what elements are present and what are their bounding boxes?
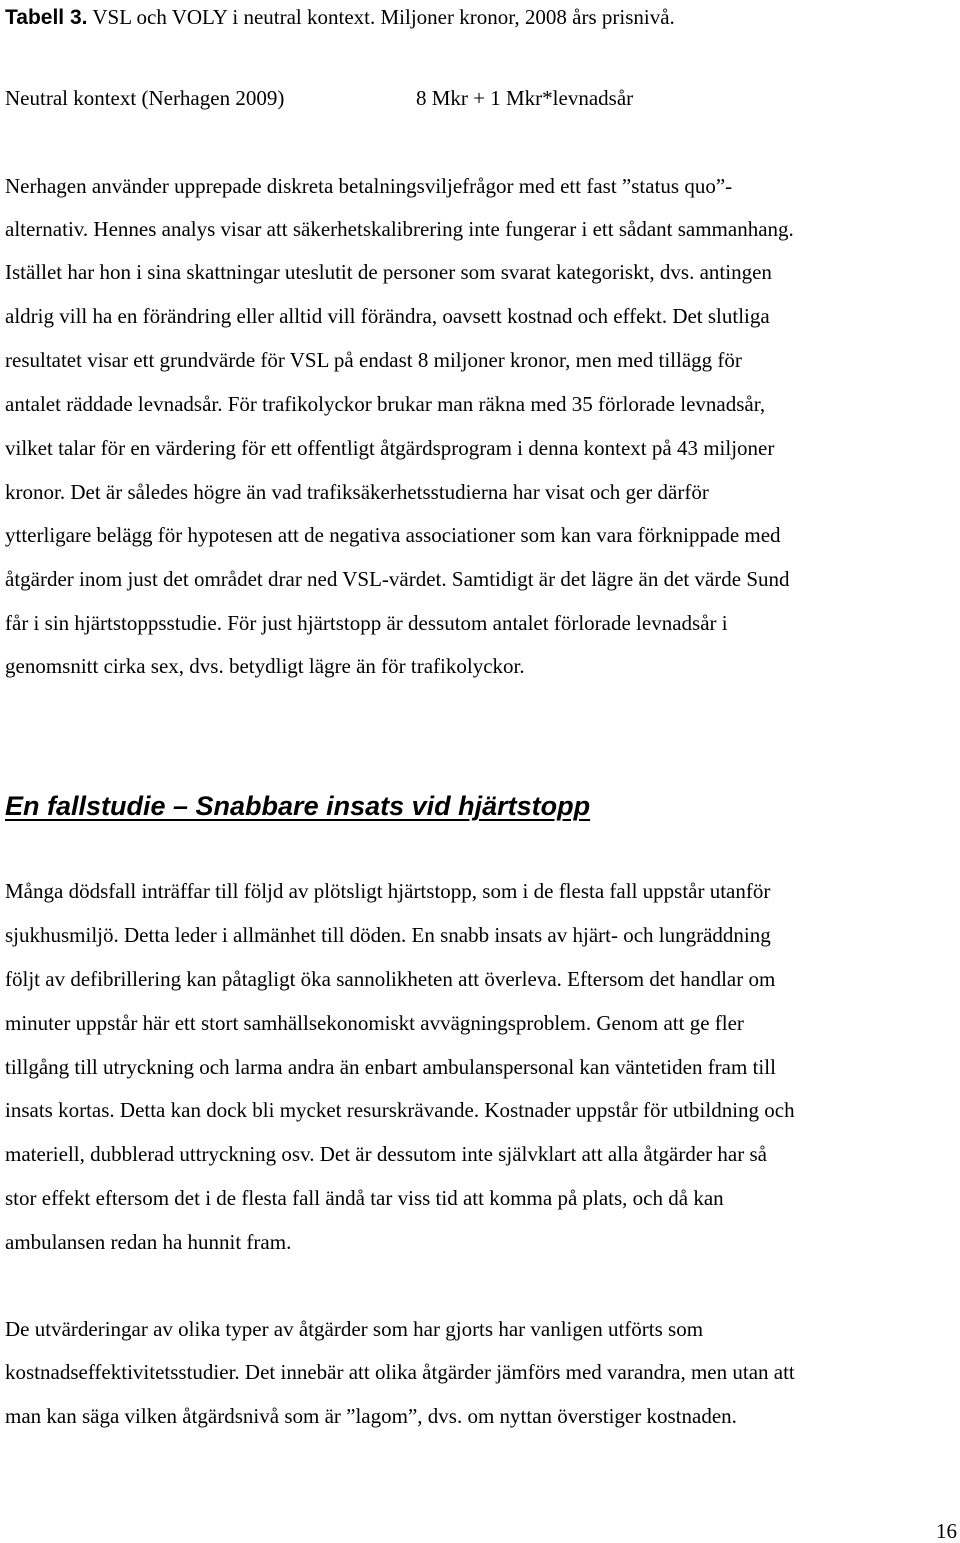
paragraph-line: genomsnitt cirka sex, dvs. betydligt lägre än för trafikolyckor. [5, 654, 525, 678]
table-row-value: 8 Mkr + 1 Mkr*levnadsår [416, 86, 634, 110]
paragraph-line: vilket talar för en värdering för ett offentligt åtgärdsprogram i denna kontext på 43 miljoner [5, 436, 775, 460]
table-caption-text: VSL och VOLY i neutral kontext. Miljoner kronor, 2008 års prisnivå. [87, 5, 675, 29]
paragraph-line: materiell, dubblerad uttryckning osv. Det är dessutom inte självklart att alla åtgärder har så [5, 1142, 767, 1166]
paragraph-line: resultatet visar ett grundvärde för VSL på endast 8 miljoner kronor, men med tillägg för [5, 348, 742, 372]
paragraph-line: kronor. Det är således högre än vad trafiksäkerhetsstudierna har visat och ger därför [5, 480, 709, 504]
paragraph-line: ytterligare belägg för hypotesen att de negativa associationer som kan vara förknippade med [5, 523, 781, 547]
table-caption-label: Tabell 3. [5, 6, 88, 29]
paragraph-line: De utvärderingar av olika typer av åtgärder som har gjorts har vanligen utförts som [5, 1317, 704, 1341]
paragraph-line: kostnadseffektivitetsstudier. Det innebär att olika åtgärder jämförs med varandra, men utan att [5, 1360, 795, 1384]
paragraph-line: sjukhusmiljö. Detta leder i allmänhet till döden. En snabb insats av hjärt- och lungräddning [5, 923, 771, 947]
paragraph-line: insats kortas. Detta kan dock bli mycket resurskrävande. Kostnader uppstår för utbildning och [5, 1098, 795, 1122]
paragraph-line: aldrig vill ha en förändring eller alltid vill förändra, oavsett kostnad och effekt. Det slutliga [5, 304, 770, 328]
paragraph-line: alternativ. Hennes analys visar att säkerhetskalibrering inte fungerar i ett sådant sammanhang. [5, 217, 794, 241]
paragraph-line: får i sin hjärtstoppsstudie. För just hjärtstopp är dessutom antalet förlorade levnadsår i [5, 611, 728, 635]
page-number: 16 [936, 1519, 957, 1543]
paragraph-line: ambulansen redan ha hunnit fram. [5, 1230, 292, 1254]
paragraph-line: man kan säga vilken åtgärdsnivå som är ”lagom”, dvs. om nyttan överstiger kostnaden. [5, 1404, 737, 1428]
table-caption [5, 7, 675, 28]
paragraph-line: stor effekt eftersom det i de flesta fall ändå tar viss tid att komma på plats, och då kan [5, 1186, 724, 1210]
table-row-context: Neutral kontext (Nerhagen 2009) [5, 86, 285, 110]
paragraph-line: Många dödsfall inträffar till följd av plötsligt hjärtstopp, som i de flesta fall uppstår utanför [5, 879, 771, 903]
paragraph-line: minuter uppstår här ett stort samhällsekonomiskt avvägningsproblem. Genom att ge fler [5, 1011, 744, 1035]
paragraph-line: följt av defibrillering kan påtagligt öka sannolikheten att överleva. Eftersom det handlar om [5, 967, 776, 991]
paragraph-line: antalet räddade levnadsår. För trafikolyckor brukar man räkna med 35 förlorade levnadsår, [5, 392, 766, 416]
paragraph-line: åtgärder inom just det området drar ned VSL-värdet. Samtidigt är det lägre än det värde Sund [5, 567, 790, 591]
paragraph-line: tillgång till utryckning och larma andra än enbart ambulanspersonal kan väntetiden fram till [5, 1055, 776, 1079]
paragraph-line: Istället har hon i sina skattningar uteslutit de personer som svarat kategoriskt, dvs. antingen [5, 260, 772, 284]
section-heading: En fallstudie – Snabbare insats vid hjärtstopp [5, 791, 591, 821]
paragraph-line: Nerhagen använder upprepade diskreta betalningsviljefrågor med ett fast ”status quo”- [5, 174, 733, 198]
